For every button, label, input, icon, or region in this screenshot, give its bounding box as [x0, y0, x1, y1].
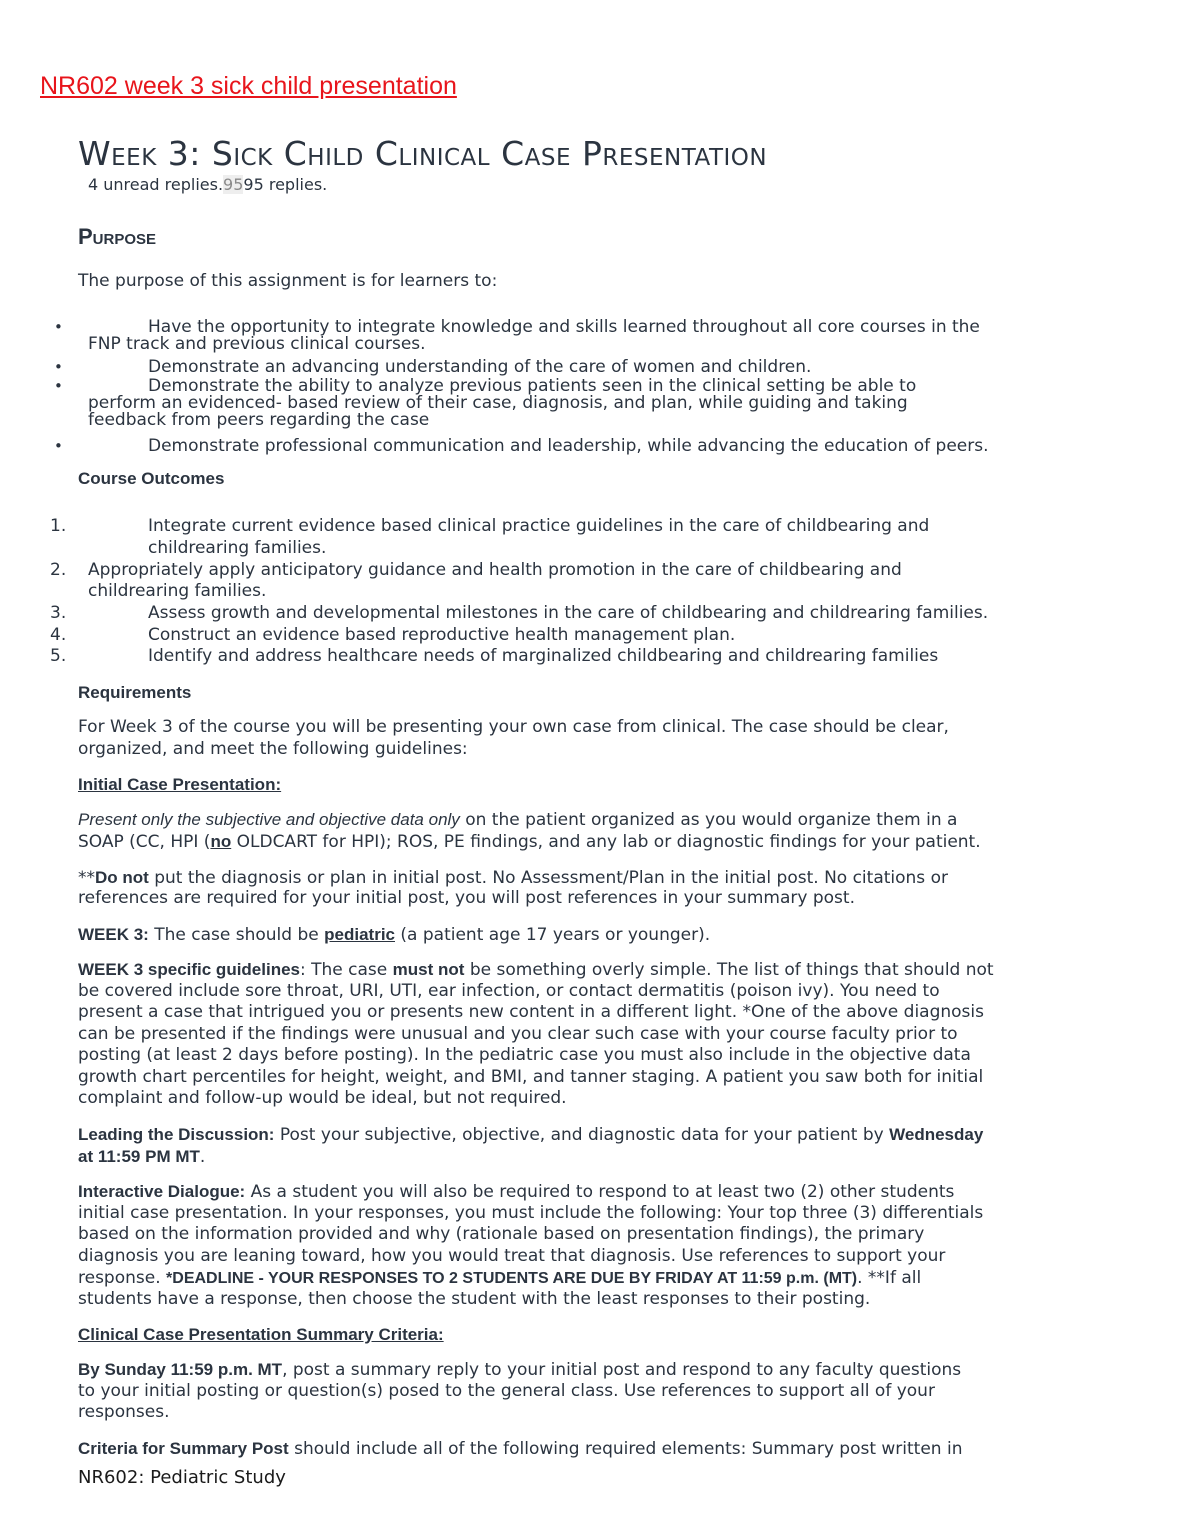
outcome-2-line2: childrearing families. [88, 581, 267, 601]
initial-case-heading: Initial Case Presentation: [78, 775, 282, 794]
outcome-4-number: 4. [50, 625, 67, 645]
period: . [199, 1147, 206, 1167]
case-text: : The case [300, 960, 393, 980]
purpose-bullet-3-line1: Demonstrate the ability to analyze previous patients seen in the clinical setting be able to [148, 376, 917, 396]
criteria-label: Criteria for Summary Post [78, 1439, 289, 1458]
week3-guidelines-line6: growth chart percentiles for height, weight, and BMI, and tanner staging. A patient you saw both for initial [78, 1067, 984, 1087]
week3-guidelines-line1 [78, 959, 994, 981]
bullet-marker: • [54, 377, 63, 395]
interactive-dialogue-line1 [78, 1181, 954, 1203]
outcome-5-number: 5. [50, 646, 67, 666]
summary-para1-line3: responses. [78, 1402, 170, 1422]
summary-para1-text: , post a summary reply to your initial post and respond to any faculty questions [282, 1360, 962, 1380]
initial-para2-line2: references are required for your initial post, you will post references in your summary post. [78, 888, 855, 908]
outcome-5: Identify and address healthcare needs of marginalized childbearing and childrearing families [148, 646, 939, 666]
overly-simple-text: be something overly simple. The list of things that should not [464, 960, 994, 980]
purpose-intro: The purpose of this assignment is for learners to: [78, 271, 498, 291]
purpose-bullet-2: Demonstrate an advancing understanding of the care of women and children. [148, 357, 812, 377]
response-text: response. [78, 1268, 167, 1288]
case-should-be: The case should be [148, 925, 325, 945]
deadline-time: at 11:59 PM MT [78, 1147, 200, 1166]
replies-badge: 95 [223, 175, 244, 194]
must-not-emphasis: must not [392, 960, 465, 979]
sunday-deadline: By Sunday 11:59 p.m. MT [78, 1360, 283, 1379]
bullet-marker: • [54, 318, 63, 336]
week3-guidelines-line4: can be presented if the findings were unusual and you clear such case with your course faculty prior to [78, 1024, 958, 1044]
initial-para1-text: on the patient organized as you would organize them in a [459, 810, 958, 830]
unread-replies: 4 unread replies. [88, 175, 224, 194]
pediatric-emphasis: pediatric [324, 925, 395, 944]
initial-para2-line1 [78, 867, 948, 889]
age-text: (a patient age 17 years or younger). [395, 925, 711, 945]
page-footer: NR602: Pediatric Study [78, 1467, 286, 1488]
interactive-dialogue-line4: diagnosis you are leaning toward, how you would treat that diagnosis. Use references to support your [78, 1246, 946, 1266]
week3-pediatric-line [78, 924, 710, 946]
interactive-dialogue-line5 [78, 1268, 921, 1289]
replies-count[interactable] [88, 175, 327, 194]
outcome-1-line2: childrearing families. [148, 538, 327, 558]
purpose-heading: Purpose [78, 224, 157, 249]
initial-para1-line2 [78, 831, 981, 853]
summary-para1-line1 [78, 1359, 961, 1381]
summary-para1-line2: to your initial posting or question(s) posed to the general class. Use references to support all of your [78, 1381, 935, 1401]
week3-guidelines-line5: posting (at least 2 days before posting). In the pediatric case you must also include in the objective data [78, 1045, 971, 1065]
week3-guidelines-line7: complaint and follow-up would be ideal, but not required. [78, 1088, 567, 1108]
outcome-1-line1: Integrate current evidence based clinical practice guidelines in the care of childbearing and [148, 516, 930, 536]
summary-para2-text: should include all of the following required elements: Summary post written in [288, 1439, 963, 1459]
week3-label: WEEK 3: [78, 925, 149, 944]
requirements-heading: Requirements [78, 683, 192, 702]
wednesday-emphasis: Wednesday [889, 1125, 984, 1144]
requirements-intro-line1: For Week 3 of the course you will be presenting your own case from clinical. The case should be clear, [78, 717, 949, 737]
guidelines-label: WEEK 3 specific guidelines [78, 960, 301, 979]
no-emphasis: no [210, 832, 232, 851]
course-outcomes-heading: Course Outcomes [78, 469, 225, 488]
interactive-dialogue-text: As a student you will also be required to respond to at least two (2) other students [245, 1182, 955, 1202]
oldcart-text: OLDCART for HPI); ROS, PE findings, and any lab or diagnostic findings for your patient. [231, 832, 981, 852]
initial-para1-line1 [78, 809, 957, 831]
interactive-dialogue-label: Interactive Dialogue: [78, 1182, 246, 1201]
stars: ** [78, 868, 95, 888]
purpose-bullet-1-line1: Have the opportunity to integrate knowledge and skills learned throughout all core courses in the [148, 317, 980, 337]
document-title-link[interactable]: NR602 week 3 sick child presentation [40, 72, 457, 100]
interactive-dialogue-line3: based on the information provided and why (rationale based on presentation findings), the primary [78, 1224, 925, 1244]
leading-discussion-line1 [78, 1124, 983, 1146]
outcome-1-number: 1. [50, 516, 67, 536]
soap-text: SOAP (CC, HPI ( [78, 832, 211, 852]
bullet-marker: • [54, 358, 63, 376]
outcome-2-number: 2. [50, 560, 67, 580]
interactive-dialogue-line2: initial case presentation. In your responses, you must include the following: Your top three (3) differentials [78, 1203, 984, 1223]
week3-guidelines-line2: be covered include sore throat, URI, UTI, ear infection, or contact dermatitis (poison ivy). You need to [78, 981, 940, 1001]
leading-discussion-label: Leading the Discussion: [78, 1125, 275, 1144]
deadline-emphasis: *DEADLINE - YOUR RESPONSES TO 2 STUDENTS ARE DUE BY FRIDAY AT 11:59 p.m. (MT) [166, 1270, 858, 1287]
outcome-2-line1: Appropriately apply anticipatory guidance and health promotion in the care of childbearing and [88, 560, 902, 580]
outcome-3: Assess growth and developmental milestones in the care of childbearing and childrearing families. [148, 603, 989, 623]
purpose-bullet-1-line2: FNP track and previous clinical courses. [88, 334, 426, 354]
purpose-bullet-4: Demonstrate professional communication and leadership, while advancing the education of peers. [148, 436, 989, 456]
purpose-bullet-3-line2: perform an evidenced- based review of their case, diagnosis, and plan, while guiding and taking [88, 393, 908, 413]
requirements-intro-line2: organized, and meet the following guidelines: [78, 739, 468, 759]
week3-guidelines-line3: present a case that intrigued you or presents new content in a different light. *One of the above diagnosis [78, 1002, 984, 1022]
initial-para2-text: put the diagnosis or plan in initial post. No Assessment/Plan in the initial post. No citations or [148, 868, 948, 888]
summary-criteria-heading: Clinical Case Presentation Summary Criteria: [78, 1325, 444, 1344]
if-all-text: . **If all [857, 1268, 922, 1288]
outcome-4: Construct an evidence based reproductive health management plan. [148, 625, 736, 645]
interactive-dialogue-line6: students have a response, then choose the student with the least responses to their posting. [78, 1289, 871, 1309]
subjective-objective-emphasis: Present only the subjective and objective data only [78, 810, 460, 829]
outcome-3-number: 3. [50, 603, 67, 623]
leading-discussion-text: Post your subjective, objective, and diagnostic data for your patient by [274, 1125, 890, 1145]
purpose-bullet-3-line3: feedback from peers regarding the case [88, 410, 430, 430]
total-replies: 95 replies. [243, 175, 328, 194]
page-title: Week 3: Sick Child Clinical Case Presentation [78, 134, 768, 173]
do-not-emphasis: Do not [95, 868, 149, 887]
bullet-marker: • [54, 437, 63, 455]
leading-discussion-line2 [78, 1146, 205, 1168]
summary-para2-line1 [78, 1438, 962, 1460]
